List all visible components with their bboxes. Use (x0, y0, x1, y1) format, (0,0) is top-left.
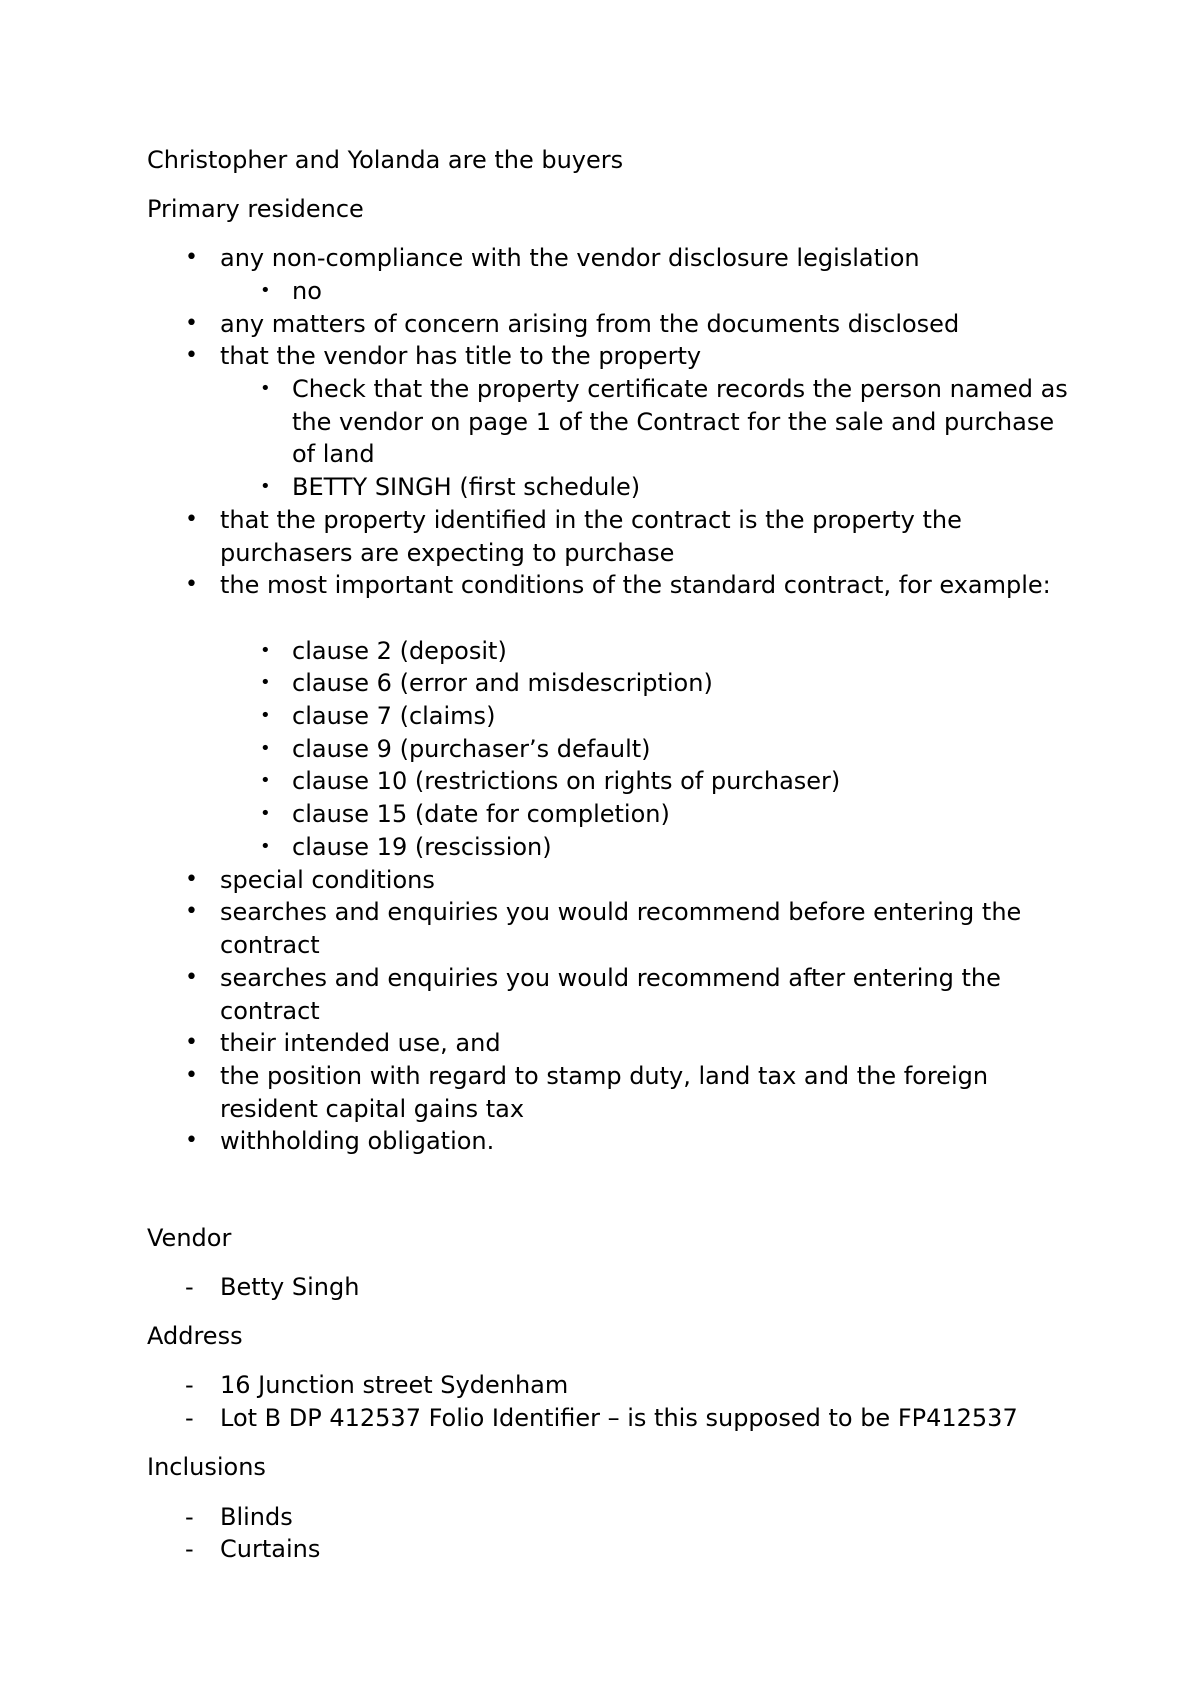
list-item-text: searches and enquiries you would recommend after entering the contract (220, 964, 1001, 1025)
inclusions-label: Inclusions (147, 1453, 266, 1481)
vendor-name: Betty Singh (220, 1273, 360, 1301)
bullet-icon: • (185, 343, 198, 368)
list-item-text: special conditions (220, 866, 435, 894)
list-item-text: no (292, 277, 322, 305)
bullet-icon: • (185, 867, 198, 892)
list-item-text: clause 2 (deposit) (292, 637, 507, 665)
bullet-icon: • (185, 1063, 198, 1088)
list-item-text: the most important conditions of the standard contract, for example: (220, 571, 1051, 599)
list-item-text: clause 6 (error and misdescription) (292, 669, 713, 697)
bullet-icon: • (185, 1030, 198, 1055)
list-item-text: Check that the property certificate records the person named as the vendor on page 1 of the Contract for the sale and purchase of land (292, 375, 1068, 468)
dash-marker: - (185, 1404, 194, 1432)
bullet-icon: • (185, 507, 198, 532)
bullet-icon: • (260, 476, 271, 497)
bullet-icon: • (260, 640, 271, 661)
bullet-icon: • (260, 803, 271, 824)
dash-marker: - (185, 1535, 194, 1563)
dash-marker: - (185, 1503, 194, 1531)
dash-marker: - (185, 1273, 194, 1301)
list-item-text: the position with regard to stamp duty, land tax and the foreign resident capital gains tax (220, 1062, 989, 1123)
bullet-icon: • (185, 1128, 198, 1153)
bullet-icon: • (185, 245, 198, 270)
vendor-label: Vendor (147, 1224, 232, 1252)
lot-identifier-line: Lot B DP 412537 Folio Identifier – is this supposed to be FP412537 (220, 1404, 1018, 1432)
bullet-icon: • (260, 280, 271, 301)
bullet-icon: • (185, 899, 198, 924)
list-item-text: their intended use, and (220, 1029, 501, 1057)
bullet-icon: • (185, 572, 198, 597)
bullet-icon: • (260, 705, 271, 726)
list-item-text: that the vendor has title to the property (220, 342, 702, 370)
bullet-icon: • (260, 378, 271, 399)
dash-marker: - (185, 1371, 194, 1399)
list-item-text: any non-compliance with the vendor disclosure legislation (220, 244, 920, 272)
address-label: Address (147, 1322, 243, 1350)
bullet-icon: • (260, 770, 271, 791)
bullet-icon: • (185, 311, 198, 336)
list-item-text: clause 19 (rescission) (292, 833, 552, 861)
list-item-text: clause 9 (purchaser’s default) (292, 735, 651, 763)
list-item-text: any matters of concern arising from the documents disclosed (220, 310, 960, 338)
address-line: 16 Junction street Sydenham (220, 1371, 569, 1399)
list-item-text: searches and enquiries you would recommend before entering the contract (220, 898, 1022, 959)
list-item-text: that the property identified in the contract is the property the purchasers are expecting to purchase (220, 506, 962, 567)
bullet-icon: • (185, 965, 198, 990)
bullet-icon: • (260, 836, 271, 857)
inclusion-text: Blinds (220, 1503, 293, 1531)
list-item-text: clause 15 (date for completion) (292, 800, 670, 828)
list-item-text: clause 7 (claims) (292, 702, 496, 730)
bullet-icon: • (260, 672, 271, 693)
list-item-text: withholding obligation. (220, 1127, 495, 1155)
list-item-text: BETTY SINGH (first schedule) (292, 473, 641, 501)
buyers-heading: Christopher and Yolanda are the buyers (147, 146, 624, 174)
list-item-text: clause 10 (restrictions on rights of purchaser) (292, 767, 841, 795)
primary-residence-label: Primary residence (147, 195, 364, 223)
inclusion-text: Curtains (220, 1535, 321, 1563)
bullet-icon: • (260, 738, 271, 759)
